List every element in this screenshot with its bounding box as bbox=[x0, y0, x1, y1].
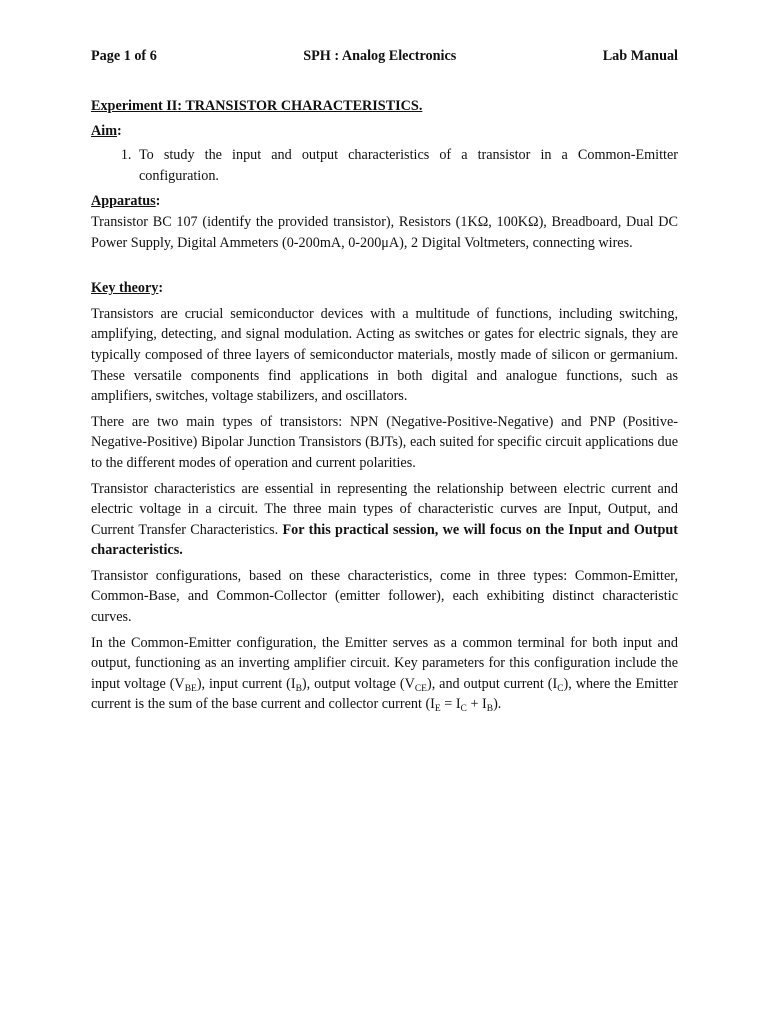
apparatus-heading-label: Apparatus bbox=[91, 193, 156, 210]
aim-heading-colon: : bbox=[117, 122, 122, 139]
section-spacer bbox=[91, 258, 678, 278]
theory-heading-label: Key theory bbox=[91, 280, 159, 297]
page-number: Page 1 of 6 bbox=[91, 48, 157, 64]
p5-text-5: ), where the Emitter current is the sum of the base current and collector current (I bbox=[91, 675, 679, 713]
p5-text-8: ). bbox=[493, 696, 502, 713]
p5-text-6: = I bbox=[440, 696, 461, 713]
subscript-b-2: B bbox=[486, 704, 494, 715]
theory-paragraph-1: Transistors are crucial semiconductor devices with a multitude of functions, including switching, amplifying, detecting, and signal modulation. Acting as switches or gates for electric signals, they are typically composed of three layers of semiconductor materials, mostly made of silicon or germanium. These versatile components find applications in both digital and analogue functions, such as amplifiers, switches, voltage stabilizers, and oscillators. bbox=[91, 305, 678, 405]
theory-paragraph-4: Transistor configurations, based on these characteristics, come in three types: Common-Emitter, Common-Base, and Common-Collector (emitter follower), each exhibiting distinct characteristic curves. bbox=[91, 567, 678, 626]
p5-text-4: ), and output current (I bbox=[426, 675, 558, 692]
p5-text-7: + I bbox=[466, 696, 487, 713]
p5-text-2: ), input current (I bbox=[196, 675, 296, 692]
apparatus-heading-colon: : bbox=[155, 193, 161, 210]
subscript-c: C bbox=[557, 683, 564, 694]
theory-paragraph-5 bbox=[91, 633, 678, 715]
subscript-b: B bbox=[295, 683, 302, 694]
subscript-ce: CE bbox=[414, 683, 427, 694]
document-body bbox=[91, 96, 678, 720]
aim-heading bbox=[91, 121, 678, 142]
subscript-be: BE bbox=[184, 683, 197, 694]
theory-paragraph-2: There are two main types of transistors: NPN (Negative-Positive-Negative) and PNP (Positive-Negative-Positive) Bipolar Junction Transistors (BJTs), each suited for specific circuit applications due to the different modes of operation and current polarities. bbox=[91, 413, 678, 471]
p5-text-1: In the Common-Emitter configuration, the Emitter serves as a common terminal for both input and output, functioning as an inverting amplifier circuit. Key parameters for this configuration include the input voltage (V bbox=[91, 634, 678, 692]
theory-paragraph-3-emphasis: For this practical session, we will focus on the Input and Output characteristics. bbox=[91, 521, 678, 559]
experiment-title: Experiment II: TRANSISTOR CHARACTERISTICS. bbox=[91, 98, 423, 114]
apparatus-text: Transistor BC 107 (identify the provided transistor), Resistors (1KΩ, 100KΩ), Breadboard, Dual DC Power Supply, Digital Ammeters (0-200mA, 0-200μA), 2 Digital Voltmeters, connecting wires. bbox=[91, 213, 678, 251]
aim-item: 1. To study the input and output characteristics of a transistor in a Common-Emitter configuration. bbox=[135, 145, 678, 186]
document-type: Lab Manual bbox=[602, 48, 678, 64]
apparatus-heading bbox=[91, 191, 678, 212]
theory-heading-colon: : bbox=[158, 280, 164, 297]
theory-paragraph-3-text: Transistor characteristics are essential in representing the relationship between electric current and electric voltage in a circuit. The three main types of characteristic curves are Input, Output, and Current Transfer Characteristics. bbox=[91, 480, 678, 538]
subscript-c-2: C bbox=[460, 704, 467, 715]
theory-paragraph-3 bbox=[91, 479, 678, 561]
aim-list bbox=[91, 145, 678, 186]
p5-text-3: ), output voltage (V bbox=[301, 675, 415, 692]
aim-heading-label: Aim bbox=[91, 122, 118, 139]
page-header bbox=[91, 46, 678, 67]
course-title: SPH : Analog Electronics bbox=[303, 48, 457, 64]
theory-heading bbox=[91, 278, 678, 299]
subscript-e: E bbox=[434, 704, 441, 715]
